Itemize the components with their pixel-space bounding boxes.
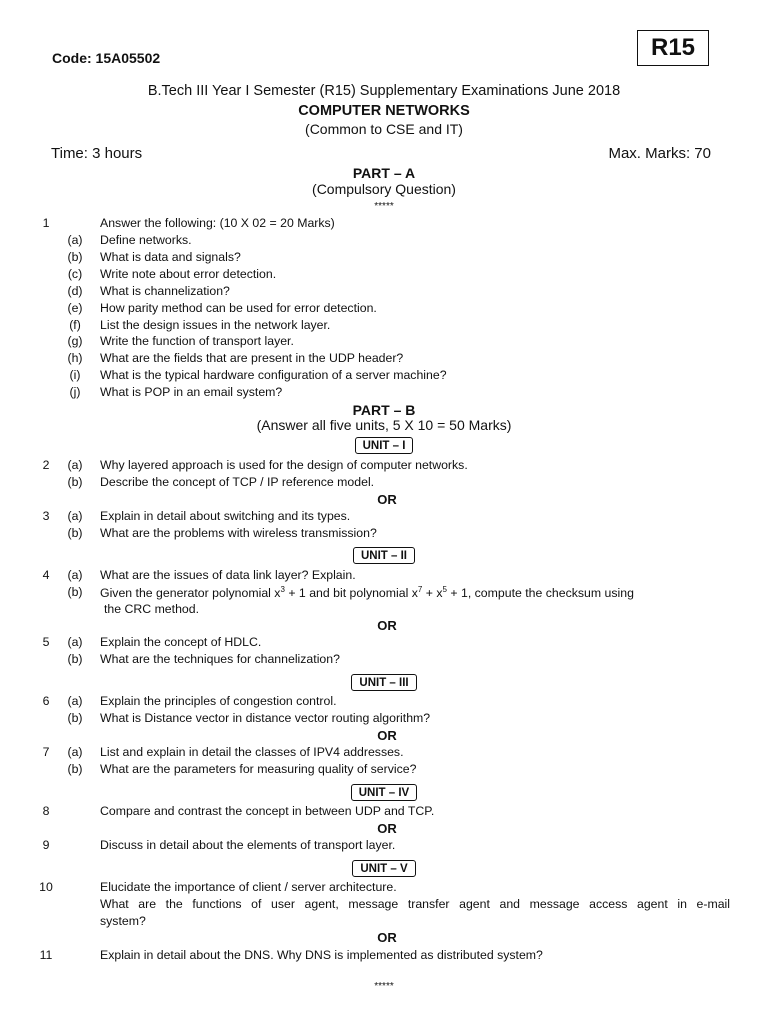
question-3a — [0, 509, 768, 526]
part-a-item — [0, 301, 768, 318]
question-number: 10 — [39, 880, 53, 894]
common-to: (Common to CSE and IT) — [305, 121, 463, 137]
question-text-part: + x — [422, 586, 443, 601]
exponent: 3 — [280, 585, 285, 594]
exam-title: B.Tech III Year I Semester (R15) Supplementary Examinations June 2018 — [147, 83, 621, 99]
question-4b-continued — [0, 602, 768, 619]
question-2a — [0, 458, 768, 475]
question-number: 8 — [42, 804, 50, 818]
question-8 — [0, 804, 768, 821]
question-number: 11 — [39, 948, 53, 962]
question-1 — [0, 216, 768, 233]
item-label: (b) — [67, 711, 83, 725]
unit-label: UNIT – II — [353, 547, 415, 564]
unit-3-heading — [0, 673, 768, 691]
part-a-item — [0, 250, 768, 267]
part-b-title: PART – B — [352, 402, 416, 418]
item-text: What is POP in an email system? — [100, 385, 283, 399]
item-text: What is channelization? — [100, 284, 230, 298]
item-label: (h) — [67, 351, 83, 365]
unit-label: UNIT – I — [355, 437, 414, 454]
part-a-stars: ***** — [374, 201, 394, 212]
unit-label: UNIT – III — [351, 674, 416, 691]
question-5a — [0, 635, 768, 652]
part-a-item — [0, 334, 768, 351]
item-text: What are the fields that are present in the UDP header? — [100, 351, 404, 365]
item-label: (j) — [69, 385, 81, 399]
question-text: Discuss in detail about the elements of transport layer. — [100, 838, 396, 852]
regulation-box: R15 — [637, 30, 709, 66]
question-6a — [0, 694, 768, 711]
question-number: 3 — [42, 509, 50, 523]
question-text: What are the issues of data link layer? Explain. — [100, 568, 356, 582]
question-text: Explain in detail about switching and its types. — [100, 509, 351, 523]
question-6b — [0, 711, 768, 728]
unit-label: UNIT – V — [352, 860, 415, 877]
part-a-item — [0, 318, 768, 335]
part-a-item — [0, 351, 768, 368]
question-number: 6 — [42, 694, 50, 708]
question-text: Explain the concept of HDLC. — [100, 635, 262, 649]
item-label: (a) — [67, 568, 83, 582]
question-text-part: Given the generator polynomial x — [100, 586, 281, 601]
question-number: 9 — [42, 838, 50, 852]
item-label: (a) — [67, 694, 83, 708]
item-label: (a) — [67, 458, 83, 472]
part-a-item — [0, 284, 768, 301]
question-text: system? — [100, 914, 146, 928]
question-text: Describe the concept of TCP / IP reference model. — [100, 475, 375, 489]
question-text: Explain the principles of congestion control. — [100, 694, 337, 708]
question-text: What are the problems with wireless transmission? — [100, 526, 377, 540]
item-label: (b) — [67, 652, 83, 666]
item-text: What is the typical hardware configuration of a server machine? — [100, 368, 447, 382]
item-label: (d) — [67, 284, 83, 298]
question-text — [100, 585, 634, 600]
item-text: Write the function of transport layer. — [100, 334, 294, 348]
item-label: (f) — [69, 318, 81, 332]
question-text: What are the parameters for measuring quality of service? — [100, 762, 417, 776]
or-separator: OR — [377, 930, 397, 945]
question-2b — [0, 475, 768, 492]
question-text: What are the techniques for channelization? — [100, 652, 340, 666]
part-a-item — [0, 385, 768, 402]
item-text: Write note about error detection. — [100, 267, 277, 281]
question-number: 7 — [42, 745, 50, 759]
question-9 — [0, 838, 768, 855]
question-text-part: + 1, compute the checksum using — [446, 586, 634, 601]
question-text: Answer the following: (10 X 02 = 20 Marks) — [100, 216, 335, 230]
exponent: 7 — [417, 585, 423, 594]
question-10 — [0, 880, 768, 897]
unit-5-heading — [0, 859, 768, 877]
question-number: 1 — [42, 216, 50, 230]
question-text: Explain in detail about the DNS. Why DNS is implemented as distributed system? — [100, 948, 543, 962]
max-marks: Max. Marks: 70 — [608, 145, 711, 162]
question-7a — [0, 745, 768, 762]
item-label: (b) — [67, 475, 83, 489]
exponent: 5 — [442, 585, 447, 594]
item-text: How parity method can be used for error detection. — [100, 301, 377, 315]
or-separator: OR — [377, 618, 397, 633]
or-separator: OR — [377, 821, 397, 836]
question-3b — [0, 526, 768, 543]
question-10-line-3 — [0, 914, 768, 931]
part-a-item — [0, 368, 768, 385]
item-label: (b) — [67, 250, 83, 264]
part-a-item — [0, 267, 768, 284]
question-11 — [0, 948, 768, 965]
question-text: What is Distance vector in distance vector routing algorithm? — [100, 711, 431, 725]
unit-1-heading — [0, 436, 768, 454]
paper-code: Code: 15A05502 — [52, 50, 161, 66]
question-7b — [0, 762, 768, 779]
question-text: List and explain in detail the classes of IPV4 addresses. — [100, 745, 404, 759]
item-label: (i) — [69, 368, 81, 382]
unit-label: UNIT – IV — [351, 784, 417, 801]
item-text: Define networks. — [100, 233, 192, 247]
or-separator: OR — [377, 492, 397, 507]
question-text: Elucidate the importance of client / server architecture. — [100, 880, 397, 894]
time-allowed: Time: 3 hours — [51, 145, 143, 162]
item-label: (a) — [67, 509, 83, 523]
item-label: (b) — [67, 762, 83, 776]
question-4a — [0, 568, 768, 585]
or-separator: OR — [377, 728, 397, 743]
end-stars: ***** — [374, 981, 394, 992]
unit-4-heading — [0, 783, 768, 801]
question-number: 4 — [42, 568, 50, 582]
item-label: (g) — [67, 334, 83, 348]
part-a-title: PART – A — [352, 165, 416, 181]
part-b-subtitle: (Answer all five units, 5 X 10 = 50 Marks) — [256, 417, 512, 433]
question-number: 2 — [42, 458, 50, 472]
question-text: the CRC method. — [104, 602, 200, 616]
question-text: Compare and contrast the concept in between UDP and TCP. — [100, 804, 435, 818]
item-label: (a) — [67, 233, 83, 247]
question-5b — [0, 652, 768, 669]
item-label: (b) — [67, 526, 83, 540]
item-text: List the design issues in the network layer. — [100, 318, 331, 332]
item-text: What is data and signals? — [100, 250, 241, 264]
question-text: Why layered approach is used for the design of computer networks. — [100, 458, 468, 472]
subject-title: COMPUTER NETWORKS — [298, 103, 470, 119]
question-4b — [0, 585, 768, 602]
question-number: 5 — [42, 635, 50, 649]
part-a-item — [0, 233, 768, 250]
question-10-line-2: What are the functions of user agent, message transfer agent and message access agent in e-mail — [100, 897, 730, 911]
question-text-part: + 1 and bit polynomial x — [284, 586, 418, 601]
part-a-subtitle: (Compulsory Question) — [312, 181, 456, 197]
item-label: (a) — [67, 745, 83, 759]
item-label: (e) — [67, 301, 83, 315]
item-label: (a) — [67, 635, 83, 649]
item-label: (c) — [67, 267, 83, 281]
unit-2-heading — [0, 546, 768, 564]
item-label: (b) — [67, 585, 83, 599]
